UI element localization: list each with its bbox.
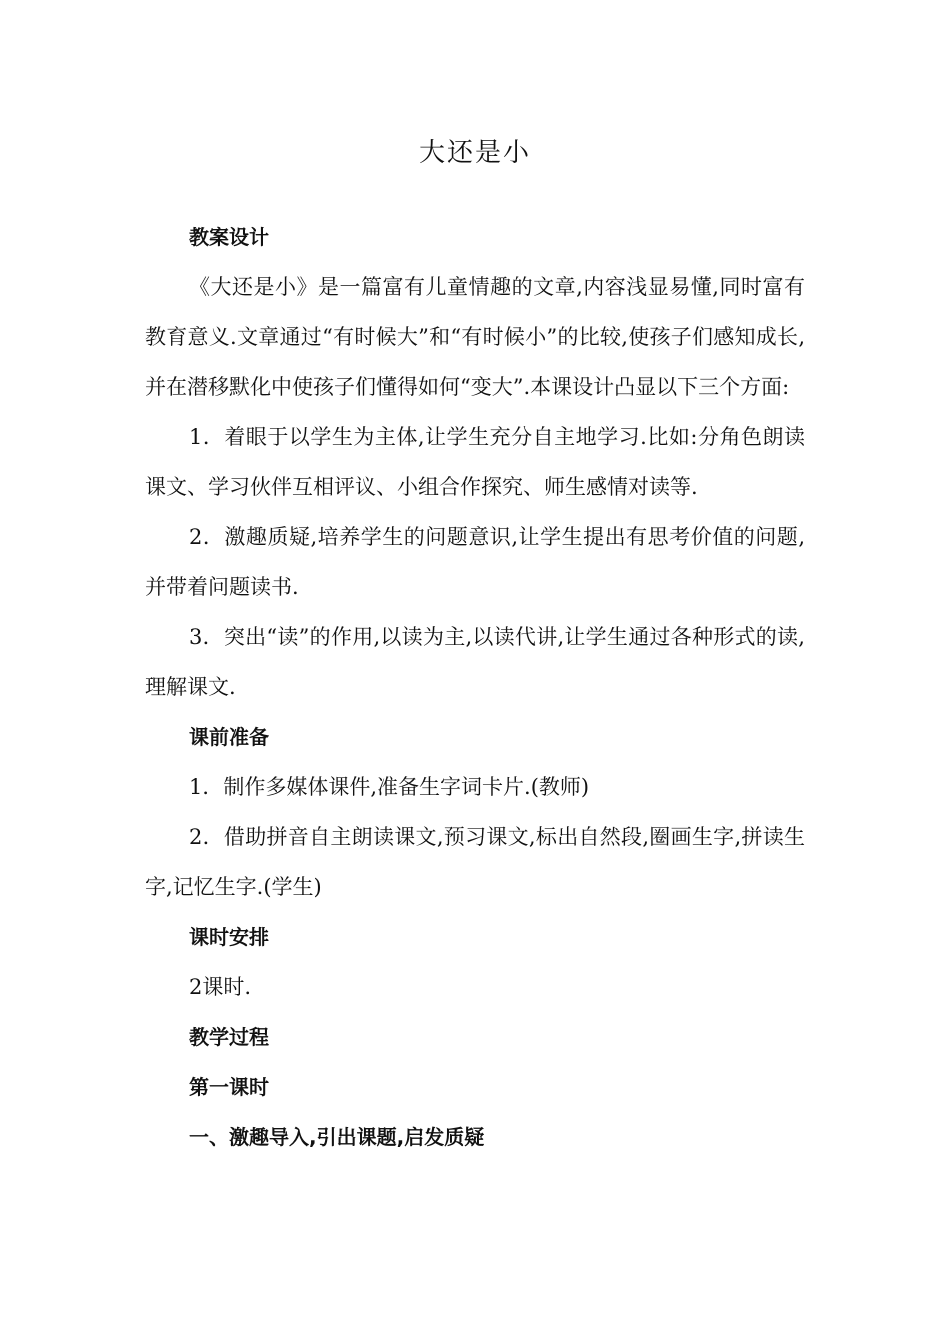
paragraph-schedule: 2课时. [189,975,252,999]
document-body [145,212,805,1162]
paragraph-prep-2: 2．借助拼音自主朗读课文,预习课文,标出自然段,圈画生字,拼读生字,记忆生字.(学生) [145,825,805,899]
section-heading-first-lesson: 第一课时 [189,1075,269,1099]
paragraph-point-3: 3．突出“读”的作用,以读为主,以读代讲,让学生通过各种形式的读,理解课文. [145,625,805,699]
paragraph-prep-1: 1．制作多媒体课件,准备生字词卡片.(教师) [189,775,590,799]
paragraph-intro: 《大还是小》是一篇富有儿童情趣的文章,内容浅显易懂,同时富有教育意义.文章通过“有时候大”和“有时候小”的比较,使孩子们感知成长,并在潜移默化中使孩子们懂得如何“变大”.本课设计凸显以下三个方面: [145,275,805,399]
section-heading-teaching-process: 教学过程 [189,1025,269,1049]
section-heading-step-1: 一、激趣导入,引出课题,启发质疑 [189,1125,485,1149]
paragraph-point-2: 2．激趣质疑,培养学生的问题意识,让学生提出有思考价值的问题,并带着问题读书. [145,525,805,599]
section-heading-lesson-design: 教案设计 [189,225,269,249]
section-heading-schedule: 课时安排 [189,925,269,949]
paragraph-point-1: 1．着眼于以学生为主体,让学生充分自主地学习.比如:分角色朗读课文、学习伙伴互相评议、小组合作探究、师生感情对读等. [145,425,805,499]
section-heading-preparation: 课前准备 [189,725,269,749]
document-title: 大还是小 [418,138,531,168]
